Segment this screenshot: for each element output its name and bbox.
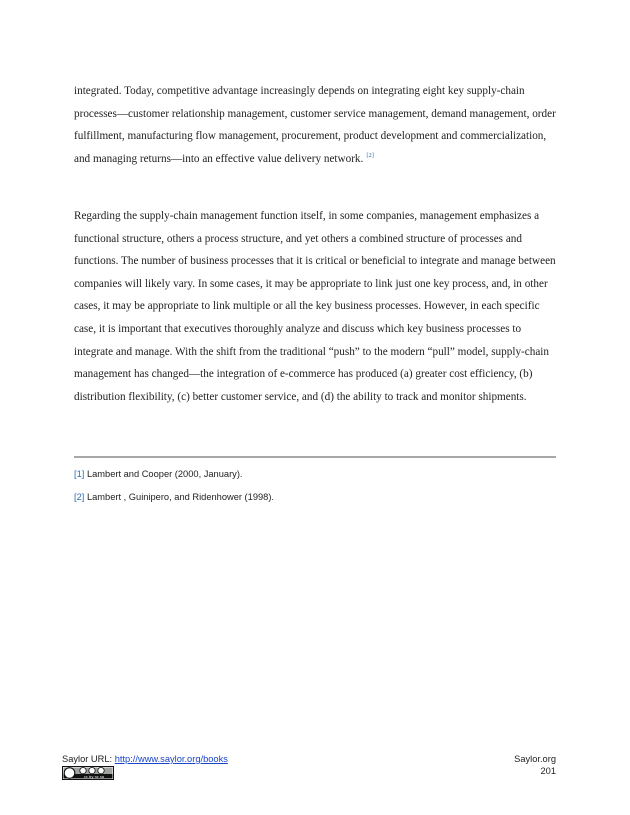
- footnote-ref-2[interactable]: [2]: [366, 152, 374, 160]
- footer-right: [514, 753, 556, 777]
- footer-url-link[interactable]: http://www.saylor.org/books: [114, 754, 228, 764]
- paragraph-1: [74, 80, 558, 170]
- paragraph-2: Regarding the supply-chain management function itself, in some companies, management emphasizes a functional structure, others a process structure, and yet others a combined structure of processes and functions. The number of business processes that it is critical or beneficial to integrate and manage between companies will likely vary. In some cases, it may be appropriate to link just one key process, and, in other cases, it may be appropriate to link multiple or all the key business processes. However, in each specific case, it is important that executives thoroughly analyze and discuss which key business processes to integrate and manage. With the shift from the traditional “push” to the modern “pull” model, supply-chain management has changed—the integration of e-commerce has produced (a) greater cost efficiency, (b) distribution flexibility, (c) better customer service, and (d) the ability to track and monitor shipments.: [74, 210, 556, 403]
- paragraph-1-text: integrated. Today, competitive advantage increasingly depends on integrating eight key supply-chain processes—customer relationship management, customer service management, demand management, order fulfillment, manufacturing flow management, procurement, product development and commercialization, and managing returns—into an effective value delivery network.: [74, 85, 556, 165]
- footnote-text-1: Lambert and Cooper (2000, January).: [86, 469, 243, 479]
- footnotes: [74, 468, 558, 514]
- footnote-text-2: Lambert , Guinipero, and Ridenhower (1998).: [86, 492, 275, 502]
- footer-site-name: Saylor.org: [514, 754, 556, 764]
- footnote-divider: [74, 456, 556, 458]
- footnote-1: [74, 468, 558, 481]
- cc-badge-text: cc by nc sa: [83, 775, 105, 779]
- footer-url-label: Saylor URL:: [62, 754, 113, 764]
- footnote-number-2[interactable]: [2]: [74, 492, 85, 502]
- footnote-2: [74, 491, 558, 504]
- creative-commons-license-icon[interactable]: [62, 766, 114, 780]
- footnote-number-1[interactable]: [1]: [74, 469, 85, 479]
- page-number: 201: [540, 766, 556, 776]
- footer-source: [62, 753, 228, 765]
